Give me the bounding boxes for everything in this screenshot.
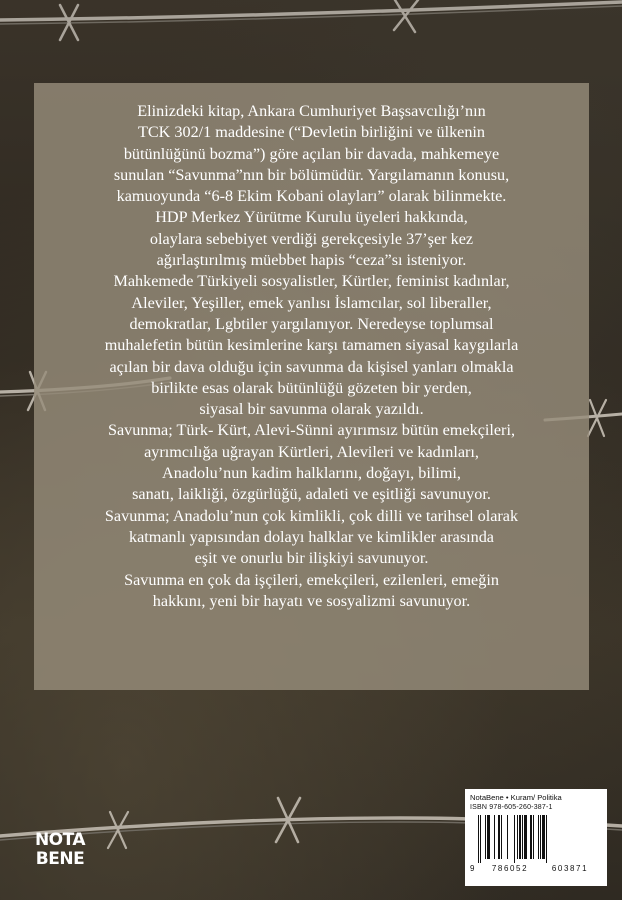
blurb-line: olaylara sebebiyet verdiği gerekçesiyle 37’şer kez [149, 229, 474, 248]
barcode-bar [524, 815, 527, 859]
barcode-bar [522, 815, 523, 859]
barbed-wire-top [0, 0, 622, 40]
barcode-bar [485, 815, 486, 859]
blurb-line: sunulan “Savunma”nın bir bölümüdür. Yargılamanın konusu, [113, 165, 510, 184]
barcode-bar [546, 815, 547, 863]
blurb-line: muhalefetin bütün kesimlerine karşı tamamen siyasal kaygılarla [104, 336, 519, 355]
barcode-digits-right: 603871 [551, 864, 589, 873]
barcode-bar [530, 815, 532, 859]
blurb-line: bütünlüğünü bozma”) göre açılan bir davada, mahkemeye [123, 144, 500, 163]
barcode-bar [498, 815, 500, 859]
blurb-line: Savunma; Türk- Kürt, Alevi-Sünni ayırımsız bütün emekçileri, [107, 421, 515, 440]
barcode-icon [470, 815, 602, 863]
blurb-line: demokratlar, Lgbtiler yargılanıyor. Neredeyse toplumsal [129, 314, 494, 333]
barcode-bar [478, 815, 479, 863]
barcode-bar [480, 815, 481, 863]
logo-line2: BENE [35, 849, 85, 869]
barcode-bar [533, 815, 534, 859]
notabene-logo [30, 826, 90, 870]
blurb-line: ağırlaştırılmış müebbet hapis “ceza”sı isteniyor. [156, 251, 467, 270]
barcode-bar [538, 815, 539, 859]
barcode-bar [542, 815, 545, 859]
blurb-line: Mahkemede Türkiyeli sosyalistler, Kürtler, feminist kadınlar, [113, 272, 510, 291]
blurb-line: birlikte esas olarak bütünlüğü gözeten bir yerden, [151, 378, 472, 397]
barcode-bar [507, 815, 508, 859]
barcode-bar [487, 815, 490, 859]
barcode-bar [519, 815, 521, 859]
barcode-bar [540, 815, 541, 859]
blurb-line: sanatı, laikliği, özgürlüğü, adaleti ve eşitliği savunuyor. [132, 485, 491, 504]
back-cover-text-panel [34, 83, 589, 690]
barcode-bar [494, 815, 495, 859]
blurb-line: TCK 302/1 maddesine (“Devletin birliğini ve ülkenin [137, 123, 486, 142]
blurb-line: eşit ve onurlu bir ilişkiyi savunuyor. [194, 549, 429, 568]
series-label: NotaBene • Kuram/ Politika [470, 793, 562, 802]
barcode-bar [501, 815, 502, 859]
barcode-box [465, 789, 607, 886]
blurb-line: katmanlı yapısından dolayı halklar ve kimlikler arasında [128, 527, 494, 546]
back-cover-blurb [40, 101, 583, 612]
blurb-line: Anadolu’nun kadim halklarını, doğayı, bilimi, [162, 464, 461, 483]
blurb-line: Aleviler, Yeşiller, emek yanlısı İslamcılar, sol liberaller, [131, 293, 492, 312]
blurb-line: hakkını, yeni bir hayatı ve sosyalizmi savunuyor. [152, 591, 471, 610]
isbn-label: ISBN 978-605-260-387-1 [470, 804, 553, 811]
barcode-digits-left: 786052 [491, 864, 529, 873]
barcode-digits [470, 864, 602, 873]
blurb-line: kamuoyunda “6-8 Ekim Kobani olayları” olarak bilinmekte. [116, 187, 507, 206]
blurb-line: HDP Merkez Yürütme Kurulu üyeleri hakkında, [155, 208, 468, 227]
barcode-digit-lead: 9 [470, 864, 475, 873]
blurb-line: Savunma; Anadolu’nun çok kimlikli, çok dilli ve tarihsel olarak [104, 506, 519, 525]
blurb-line: ayrımcılığa uğrayan Kürtleri, Alevileri ve kadınları, [144, 442, 479, 461]
logo-line1: NOTA [34, 830, 86, 850]
barcode-bar [517, 815, 518, 859]
blurb-line: Savunma en çok da işçileri, emekçileri, ezilenleri, emeğin [124, 570, 499, 589]
blurb-line: açılan bir dava olduğu için savunma da kişisel yanları olmakla [109, 357, 514, 376]
blurb-line: Elinizdeki kitap, Ankara Cumhuriyet Başsavcılığı’nın [137, 102, 486, 120]
blurb-line: siyasal bir savunma olarak yazıldı. [199, 400, 424, 419]
barcode-bar [514, 815, 515, 863]
